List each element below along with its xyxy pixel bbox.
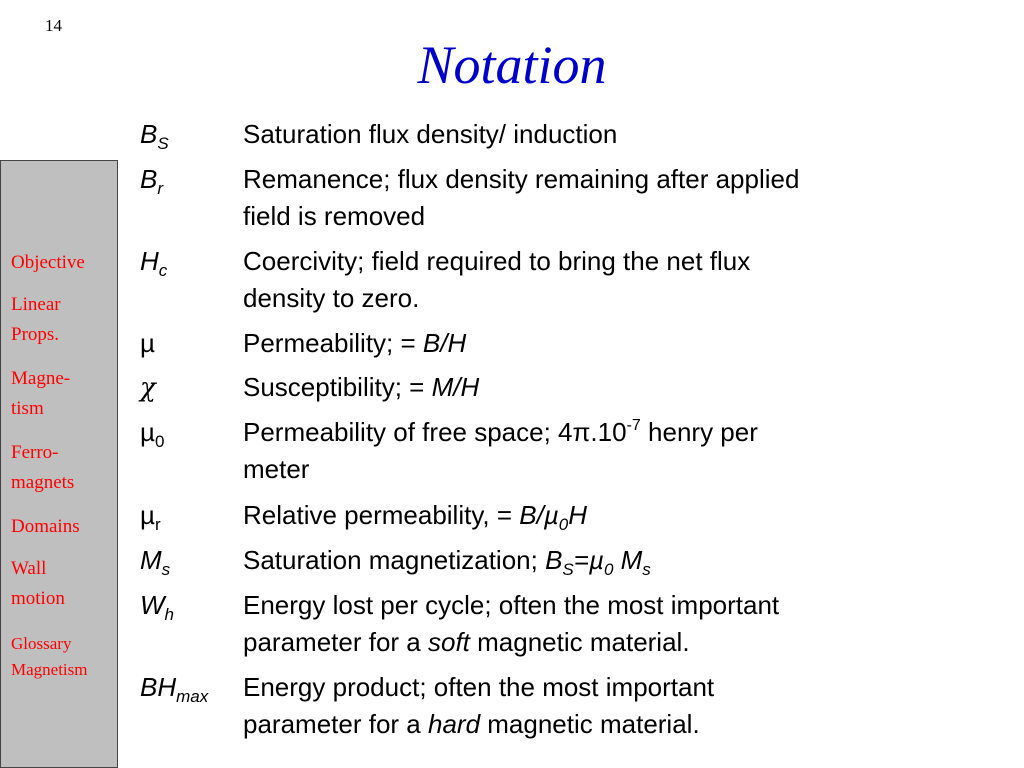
sidebar-nav xyxy=(0,160,118,768)
slide-number: 14 xyxy=(45,16,62,35)
nav-objective[interactable] xyxy=(11,248,85,278)
nav-glossary-magnetism[interactable] xyxy=(11,631,88,683)
definition-text: Energy lost per cycle; often the most important parameter for a soft magnetic material. xyxy=(243,590,780,657)
symbol-coercivity: $H_c$ xyxy=(140,246,168,280)
symbol-energy-lost: $W_h$ xyxy=(140,590,175,624)
symbol-permeability-free-space: µ$_0$ xyxy=(140,417,165,451)
nav-label: motion xyxy=(11,588,65,609)
nav-ferromagnets[interactable] xyxy=(11,438,74,498)
nav-label: Props. xyxy=(11,324,60,345)
nav-label: Ferro- xyxy=(11,442,59,463)
symbol-relative-permeability: µ$_r$ xyxy=(140,500,161,534)
nav-magnetism[interactable] xyxy=(11,364,70,424)
definition-text: Saturation magnetization; $B_S=\mu_0$ $M_s$ xyxy=(243,545,651,579)
nav-label: magnets xyxy=(11,472,75,493)
symbol-susceptibility: χ xyxy=(140,373,156,403)
nav-label: Wall xyxy=(11,558,47,579)
definition-text: Permeability; = B/H xyxy=(243,328,467,358)
symbol-remanence: $B_r$ xyxy=(140,164,164,198)
definition-text: Saturation flux density/ induction xyxy=(243,119,618,149)
definition-text: Energy product; often the most important parameter for a hard magnetic material. xyxy=(243,672,715,739)
nav-label: Magnetism xyxy=(11,660,88,679)
nav-wall-motion[interactable] xyxy=(11,554,65,614)
nav-label: tism xyxy=(11,398,44,419)
definition-text: Permeability of free space; $4\pi.10^{-7}$ henry per meter xyxy=(243,417,758,484)
nav-label: Objective xyxy=(11,252,85,273)
symbol-energy-product: $BH_{max}$ xyxy=(140,672,209,706)
slide-title: Notation xyxy=(417,35,607,95)
nav-label: Domains xyxy=(11,516,80,537)
symbol-permeability: µ xyxy=(140,328,155,358)
definition-text: Coercivity; field required to bring the net flux density to zero. xyxy=(243,246,751,313)
definition-text: Relative permeability, = B/µ$_0$H xyxy=(243,500,588,534)
definition-text: Remanence; flux density remaining after applied field is removed xyxy=(243,164,800,231)
nav-label: Magne- xyxy=(11,368,71,389)
nav-linear-props[interactable] xyxy=(11,290,61,350)
nav-domains[interactable] xyxy=(11,512,80,542)
nav-label: Glossary xyxy=(11,634,72,653)
symbol-saturation-magnetization: $M_s$ xyxy=(140,545,171,579)
symbol-saturation-flux: $B_S$ xyxy=(140,119,169,153)
definition-text: Susceptibility; = M/H xyxy=(243,372,480,402)
nav-label: Linear xyxy=(11,294,61,315)
